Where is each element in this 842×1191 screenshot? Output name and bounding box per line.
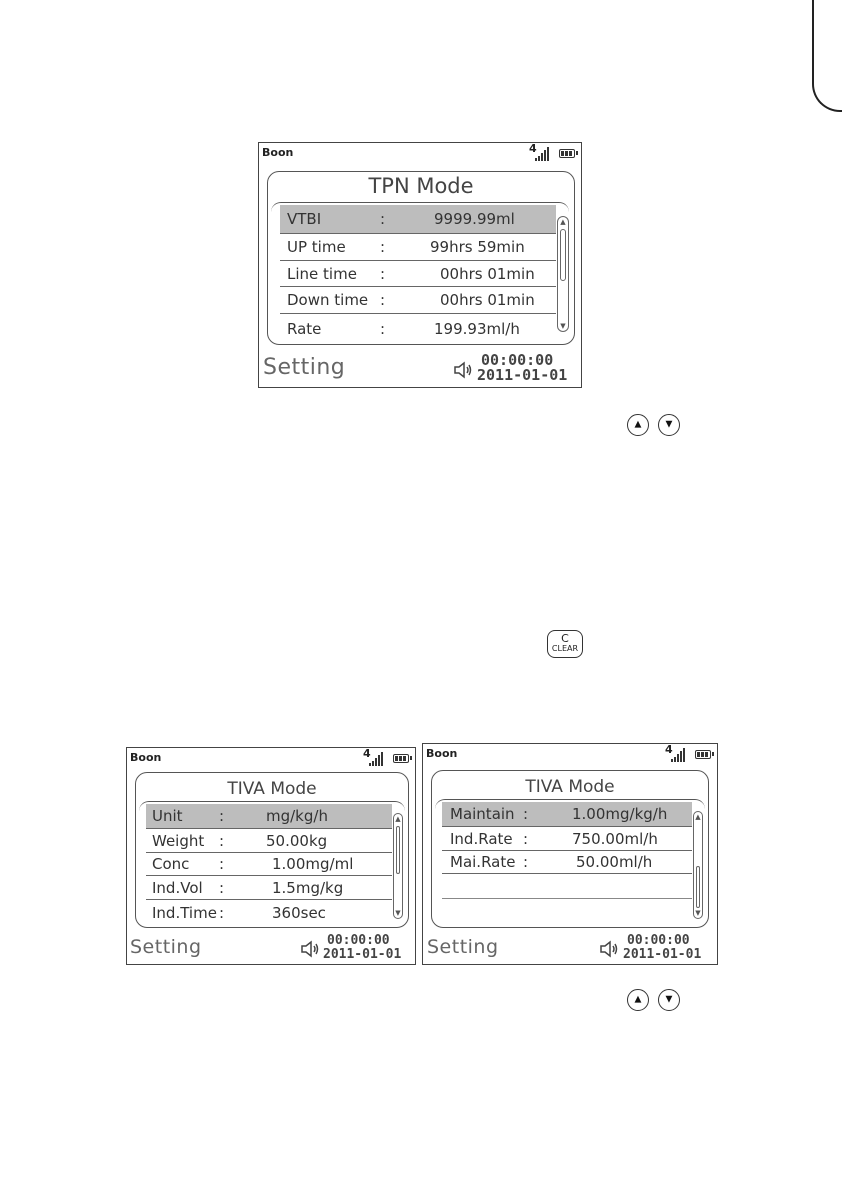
down-arrow-key-icon: ▼	[658, 989, 680, 1011]
list-item-empty	[442, 874, 692, 899]
setting-softkey-label[interactable]: Setting	[427, 936, 499, 958]
signal-strength-icon: 4	[529, 144, 551, 162]
setting-softkey-label[interactable]: Setting	[263, 355, 346, 380]
list-item[interactable]: Ind.Vol : 1.5mg/kg	[146, 876, 392, 900]
battery-icon	[695, 750, 711, 759]
mode-panel	[267, 171, 575, 345]
scroll-up-icon[interactable]: ▲	[560, 218, 566, 226]
panel-title: TIVA Mode	[525, 777, 615, 797]
tiva-mode-screen-2	[422, 743, 718, 965]
scroll-down-icon[interactable]: ▼	[395, 909, 401, 917]
mode-panel	[135, 772, 409, 928]
list-item[interactable]: UP time : 99hrs 59min	[280, 234, 556, 261]
scroll-thumb[interactable]	[696, 866, 700, 908]
date-label: 2011-01-01	[477, 366, 568, 384]
list-item[interactable]: Rate : 199.93ml/h	[287, 320, 520, 338]
list-item[interactable]: Unit : mg/kg/h	[146, 804, 392, 829]
scrollbar[interactable]	[693, 811, 703, 919]
clock-readout	[477, 353, 577, 383]
signal-strength-icon: 4	[665, 745, 687, 763]
panel-title: TIVA Mode	[227, 779, 317, 799]
clock-readout	[323, 934, 415, 962]
clear-key-icon: C CLEAR	[547, 630, 583, 658]
status-bar	[259, 143, 581, 163]
mode-panel	[431, 770, 709, 928]
setting-softkey-label[interactable]: Setting	[130, 936, 202, 958]
list-item[interactable]: Maintain : 1.00mg/kg/h	[442, 802, 692, 827]
speaker-icon	[300, 940, 320, 958]
date-label: 2011-01-01	[623, 947, 702, 962]
battery-icon	[559, 149, 575, 158]
scroll-up-icon[interactable]: ▲	[695, 813, 701, 821]
scrollbar[interactable]	[393, 813, 403, 919]
speaker-icon	[453, 361, 473, 379]
battery-icon	[393, 754, 409, 763]
date-label: 2011-01-01	[323, 947, 402, 962]
scroll-down-icon[interactable]: ▼	[560, 322, 566, 330]
time-label: 00:00:00	[327, 933, 390, 948]
list-item[interactable]: Conc : 1.00mg/ml	[146, 853, 392, 876]
list-item[interactable]: Ind.Rate : 750.00ml/h	[442, 827, 692, 851]
list-item[interactable]: Weight : 50.00kg	[146, 829, 392, 853]
time-label: 00:00:00	[627, 933, 690, 948]
status-bar	[423, 744, 717, 764]
scroll-thumb[interactable]	[560, 229, 566, 281]
status-bar	[127, 748, 415, 768]
brand-label: Boon	[130, 751, 162, 764]
panel-title: TPN Mode	[368, 174, 474, 198]
brand-label: Boon	[426, 747, 458, 760]
list-item[interactable]: Ind.Time : 360sec	[152, 904, 326, 922]
scrollbar[interactable]	[557, 216, 569, 332]
speaker-icon	[599, 940, 619, 958]
signal-strength-icon: 4	[363, 749, 385, 767]
tpn-mode-screen	[258, 142, 582, 388]
list-item-empty	[442, 899, 692, 923]
scroll-down-icon[interactable]: ▼	[695, 909, 701, 917]
list-item[interactable]: Line time : 00hrs 01min	[280, 261, 556, 287]
up-arrow-key-icon: ▲	[627, 414, 649, 436]
page-edge-decoration	[812, 0, 842, 112]
brand-label: Boon	[262, 146, 294, 159]
list-item[interactable]: VTBI : 9999.99ml	[280, 205, 556, 234]
list-item[interactable]: Mai.Rate : 50.00ml/h	[442, 851, 692, 874]
clock-readout	[623, 934, 715, 962]
scroll-up-icon[interactable]: ▲	[395, 815, 401, 823]
up-arrow-key-icon: ▲	[627, 989, 649, 1011]
list-item[interactable]: Down time : 00hrs 01min	[280, 287, 556, 314]
time-label: 00:00:00	[481, 351, 554, 369]
scroll-thumb[interactable]	[396, 826, 400, 874]
down-arrow-key-icon: ▼	[658, 414, 680, 436]
tiva-mode-screen-1	[126, 747, 416, 965]
